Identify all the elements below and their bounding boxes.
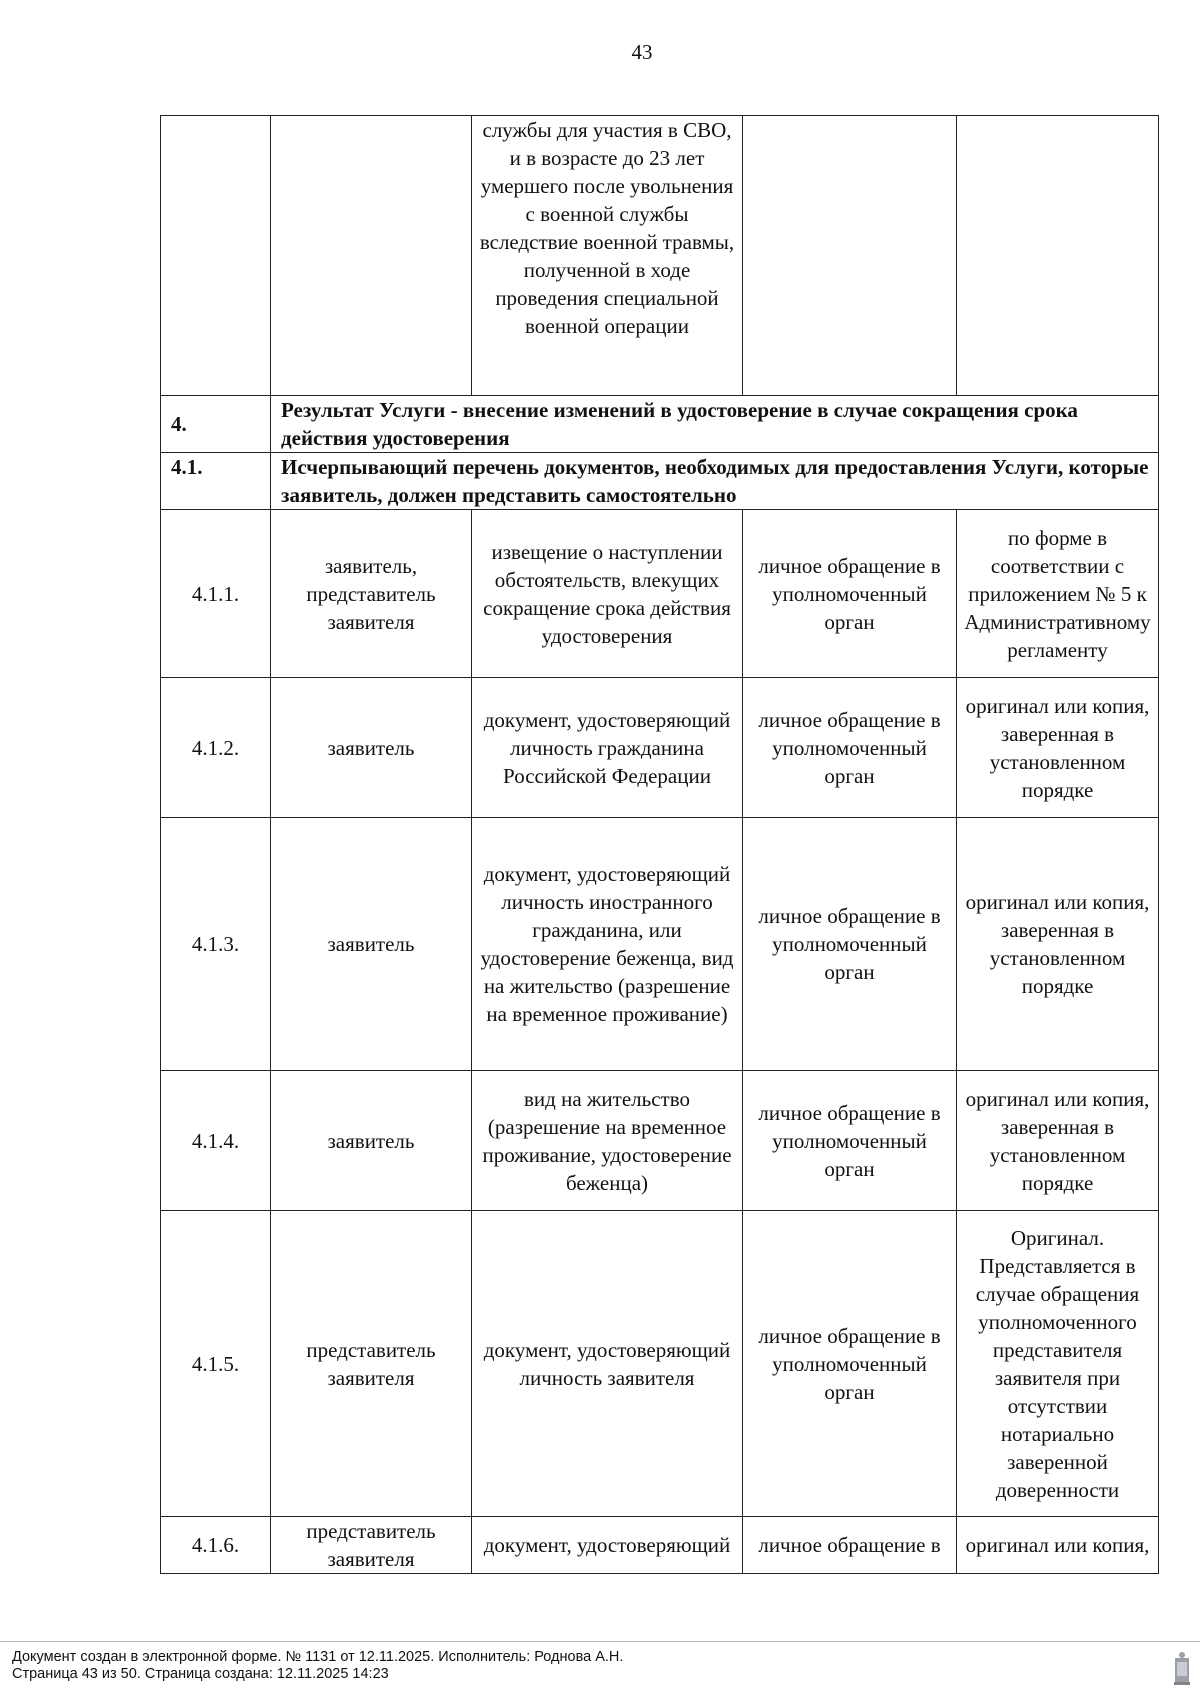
- section-number: 4.1.: [161, 453, 271, 510]
- table-row-continued: [161, 116, 1159, 396]
- footer-line-2: Страница 43 из 50. Страница создана: 12.11.2025 14:23: [12, 1666, 389, 1682]
- row-number: 4.1.1.: [161, 510, 271, 678]
- section-number: 4.: [161, 396, 271, 453]
- section-row-4: [161, 396, 1159, 453]
- footer-line-1: Документ создан в электронной форме. № 1131 от 12.11.2025. Исполнитель: Роднова А.Н.: [12, 1649, 624, 1665]
- cell-document: вид на жительство (разрешение на временное проживание, удостоверение беженца): [472, 1071, 743, 1211]
- cell-form: оригинал или копия, заверенная в установленном порядке: [957, 678, 1159, 818]
- table-row: [161, 510, 1159, 678]
- cell-form: оригинал или копия,: [957, 1517, 1159, 1574]
- cell-method: личное обращение в уполномоченный орган: [743, 510, 957, 678]
- footer-divider: [0, 1641, 1200, 1642]
- cell-applicant: заявитель: [271, 678, 472, 818]
- table-row: [161, 818, 1159, 1071]
- row-number: 4.1.6.: [161, 1517, 271, 1574]
- row-number: 4.1.3.: [161, 818, 271, 1071]
- page-number: 43: [631, 40, 653, 64]
- cell-applicant: представитель заявителя: [271, 1211, 472, 1517]
- cell-applicant: заявитель: [271, 1071, 472, 1211]
- cell-applicant: представитель заявителя: [271, 1517, 472, 1574]
- row-number: 4.1.4.: [161, 1071, 271, 1211]
- cell-document: документ, удостоверяющий личность гражданина Российской Федерации: [472, 678, 743, 818]
- cell-applicant: [271, 116, 472, 396]
- table-row: [161, 1071, 1159, 1211]
- cell-document: извещение о наступлении обстоятельств, влекущих сокращение срока действия удостоверения: [472, 510, 743, 678]
- row-number: 4.1.2.: [161, 678, 271, 818]
- cell-document: документ, удостоверяющий: [472, 1517, 743, 1574]
- table-row: [161, 1517, 1159, 1574]
- cell-document: документ, удостоверяющий личность иностранного гражданина, или удостоверение беженца, вид на жительство (разрешение на временное проживание): [472, 818, 743, 1071]
- cell-method: личное обращение в уполномоченный орган: [743, 818, 957, 1071]
- cell-method: [743, 116, 957, 396]
- cell-method: личное обращение в уполномоченный орган: [743, 678, 957, 818]
- section-row-4-1: [161, 453, 1159, 510]
- cell-form: Оригинал. Представляется в случае обращения уполномоченного представителя заявителя при отсутствии нотариально заверенной доверенности: [957, 1211, 1159, 1517]
- cell-applicant: заявитель: [271, 818, 472, 1071]
- document-table: [160, 115, 1159, 1574]
- section-title: Результат Услуги - внесение изменений в удостоверение в случае сокращения срока действия удостоверения: [271, 396, 1159, 453]
- table-row: [161, 1211, 1159, 1517]
- cell-applicant: заявитель, представитель заявителя: [271, 510, 472, 678]
- cell-document: документ, удостоверяющий личность заявителя: [472, 1211, 743, 1517]
- cell-method: личное обращение в уполномоченный орган: [743, 1071, 957, 1211]
- coat-of-arms-icon: [1172, 1650, 1192, 1686]
- table-row: [161, 678, 1159, 818]
- cell-method: личное обращение в: [743, 1517, 957, 1574]
- cell-document: службы для участия в СВО, и в возрасте до 23 лет умершего после увольнения с военной службы вследствие военной травмы, полученной в ходе проведения специальной военной операции: [472, 116, 743, 396]
- cell-method: личное обращение в уполномоченный орган: [743, 1211, 957, 1517]
- cell-form: [957, 116, 1159, 396]
- row-number: 4.1.5.: [161, 1211, 271, 1517]
- cell-form: оригинал или копия, заверенная в установленном порядке: [957, 1071, 1159, 1211]
- cell-form: по форме в соответствии с приложением № 5 к Административному регламенту: [957, 510, 1159, 678]
- document-footer: [12, 1649, 623, 1683]
- cell-num: [161, 116, 271, 396]
- section-title: Исчерпывающий перечень документов, необходимых для предоставления Услуги, которые заявитель, должен представить самостоятельно: [271, 453, 1159, 510]
- cell-form: оригинал или копия, заверенная в установленном порядке: [957, 818, 1159, 1071]
